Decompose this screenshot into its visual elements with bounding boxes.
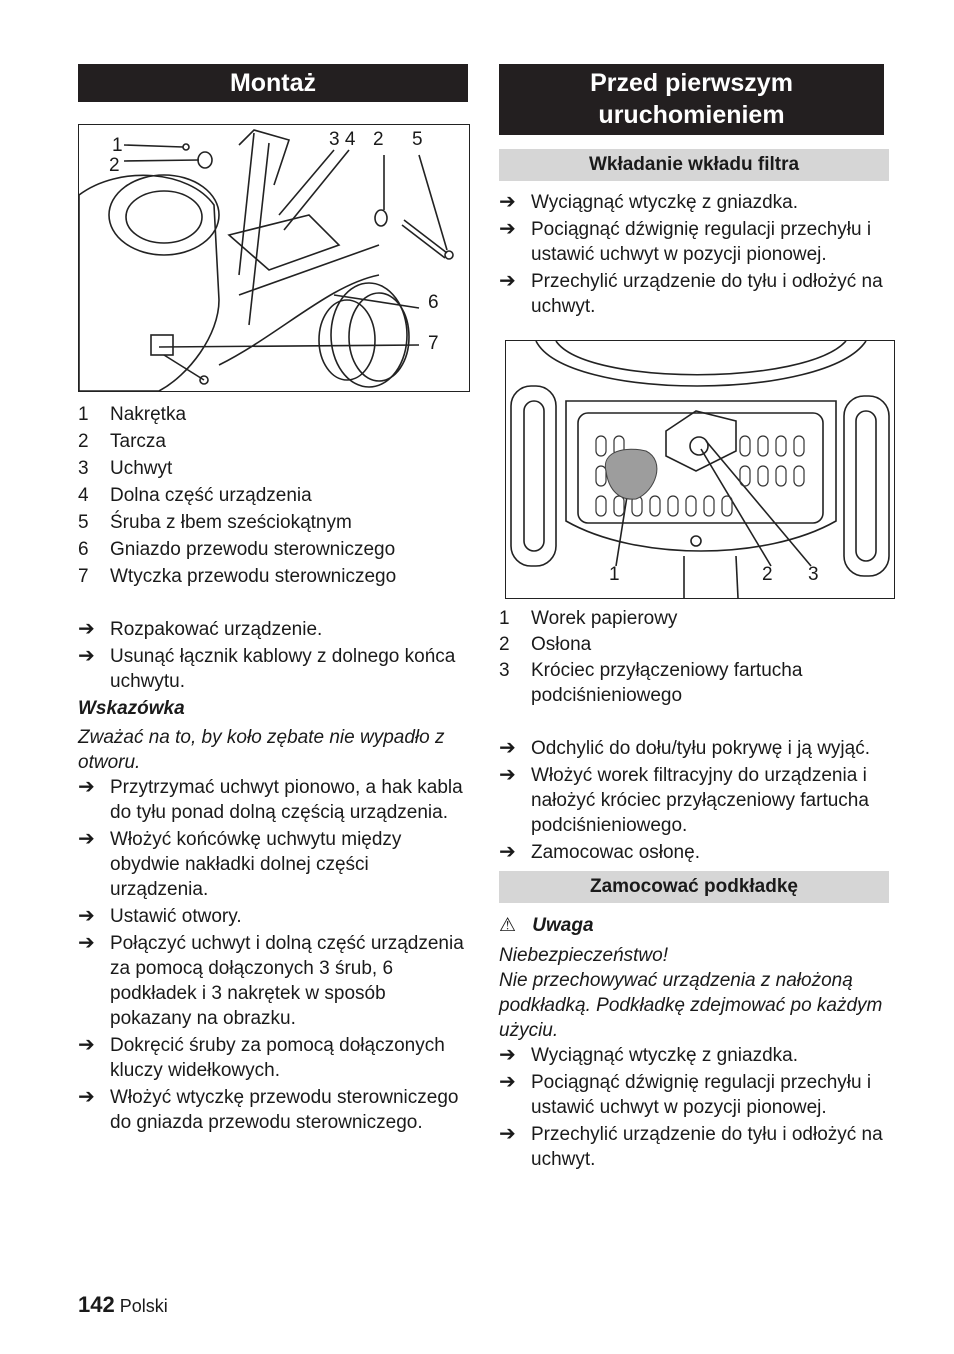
assembly-label-7: 7	[428, 333, 439, 354]
assembly-steps-b	[78, 775, 468, 1135]
arrow-icon: ➔	[78, 828, 95, 850]
left-column	[78, 64, 468, 1137]
list-item: ➔ Przytrzymać uchwyt pionowo, a hak kabla do tyłu ponad dolną częścią urządzenia.	[78, 776, 463, 823]
list-item: 4 Dolna część urządzenia	[78, 485, 312, 506]
filter-steps-a	[499, 190, 895, 319]
list-item: 1 Worek papierowy	[499, 608, 678, 629]
assembly-legend	[78, 401, 468, 590]
list-item: ➔ Przechylić urządzenie do tyłu i odłożyć na uchwyt.	[499, 270, 883, 317]
list-item: 2 Tarcza	[78, 431, 166, 452]
list-item: 3 Króciec przyłączeniowy fartucha podciśnieniowego	[499, 660, 803, 706]
assembly-label-6: 6	[428, 292, 439, 313]
assembly-label-2a: 2	[109, 155, 120, 176]
list-item: ➔ Dokręcić śruby za pomocą dołączonych kluczy widełkowych.	[78, 1034, 445, 1081]
assembly-label-1: 1	[112, 135, 123, 156]
arrow-icon: ➔	[78, 1086, 95, 1108]
pad-steps	[499, 1043, 895, 1172]
filter-label-1: 1	[609, 564, 620, 585]
note-title: Wskazówka	[78, 698, 185, 719]
page-number: 142	[78, 1292, 115, 1317]
list-item: 7 Wtyczka przewodu sterowniczego	[78, 566, 397, 587]
subsection-heading-pad: Zamocować podkładkę	[499, 871, 889, 903]
list-item: ➔ Ustawić otwory.	[78, 905, 242, 927]
arrow-icon: ➔	[499, 218, 516, 240]
list-item: ➔ Odchylić do dołu/tyłu pokrywę i ją wyjąć.	[499, 737, 870, 759]
arrow-icon: ➔	[499, 270, 516, 292]
list-item: ➔ Włożyć wtyczkę przewodu sterowniczego do gniazda przewodu sterowniczego.	[78, 1086, 459, 1133]
warning-line-2: Nie przechowywać urządzenia z nałożoną podkładką. Podkładkę zdejmować po każdym użyciu.	[499, 970, 883, 1041]
section-heading-assembly: Montaż	[78, 64, 468, 102]
warning-title-row	[499, 913, 895, 938]
arrow-icon: ➔	[499, 191, 516, 213]
list-item: ➔ Wyciągnąć wtyczkę z gniazdka.	[499, 191, 798, 213]
list-item: ➔ Przechylić urządzenie do tyłu i odłożyć na uchwyt.	[499, 1123, 883, 1170]
assembly-label-2b: 2	[373, 129, 384, 150]
list-item: ➔ Wyciągnąć wtyczkę z gniazdka.	[499, 1044, 798, 1066]
subsection-heading-filter: Wkładanie wkładu filtra	[499, 149, 889, 181]
arrow-icon: ➔	[499, 1044, 516, 1066]
arrow-icon: ➔	[499, 841, 516, 863]
paper-bag-shape	[605, 449, 657, 499]
arrow-icon: ➔	[78, 932, 95, 954]
list-item: ➔ Usunąć łącznik kablowy z dolnego końca uchwytu.	[78, 645, 456, 692]
arrow-icon: ➔	[78, 776, 95, 798]
filter-figure	[505, 340, 895, 599]
arrow-icon: ➔	[499, 1123, 516, 1145]
list-item: 5 Śruba z łbem sześciokątnym	[78, 512, 352, 533]
list-item: ➔ Połączyć uchwyt i dolną część urządzenia za pomocą dołączonych 3 śrub, 6 podkładek i 3 nakrętek w sposób pokazany na obrazku.	[78, 932, 464, 1029]
filter-illustration	[506, 341, 894, 598]
list-item: ➔ Pociągnąć dźwignię regulacji przechyłu i ustawić uchwyt w pozycji pionowej.	[499, 218, 872, 265]
page-language: Polski	[119, 1296, 168, 1316]
section-heading-first-use: Przed pierwszym uruchomieniem	[499, 64, 884, 135]
arrow-icon: ➔	[78, 1034, 95, 1056]
assembly-label-3-4: 3 4	[329, 129, 356, 150]
arrow-icon: ➔	[499, 1071, 516, 1093]
list-item: 6 Gniazdo przewodu sterowniczego	[78, 539, 396, 560]
list-item: ➔ Rozpakować urządzenie.	[78, 618, 323, 640]
warning-line-1: Niebezpieczeństwo!	[499, 945, 668, 966]
right-column	[499, 64, 895, 1174]
filter-label-3: 3	[808, 564, 819, 585]
list-item: 1 Nakrętka	[78, 404, 187, 425]
assembly-figure	[78, 124, 470, 392]
arrow-icon: ➔	[499, 737, 516, 759]
filter-label-2: 2	[762, 564, 773, 585]
list-item: 2 Osłona	[499, 634, 592, 655]
arrow-icon: ➔	[499, 764, 516, 786]
assembly-steps-a	[78, 617, 468, 694]
list-item: ➔ Zamocowac osłonę.	[499, 841, 700, 863]
assembly-illustration	[79, 125, 469, 391]
arrow-icon: ➔	[78, 905, 95, 927]
warning-triangle-icon: ⚠	[499, 915, 517, 936]
note-text: Zważać na to, by koło zębate nie wypadło z otworu.	[78, 727, 445, 773]
warning-title: Uwaga	[532, 915, 594, 936]
arrow-icon: ➔	[78, 645, 95, 667]
list-item: ➔ Pociągnąć dźwignię regulacji przechyłu i ustawić uchwyt w pozycji pionowej.	[499, 1071, 872, 1118]
list-item: ➔ Włożyć końcówkę uchwytu między obydwie nakładki dolnej części urządzenia.	[78, 828, 402, 900]
page-footer	[78, 1292, 168, 1318]
list-item: 3 Uchwyt	[78, 458, 173, 479]
filter-steps-b	[499, 736, 895, 865]
filter-legend	[499, 606, 895, 708]
arrow-icon: ➔	[78, 618, 95, 640]
assembly-label-5: 5	[412, 129, 423, 150]
list-item: ➔ Włożyć worek filtracyjny do urządzenia i nałożyć króciec przyłączeniowy fartucha podciśnieniowego.	[499, 764, 869, 836]
